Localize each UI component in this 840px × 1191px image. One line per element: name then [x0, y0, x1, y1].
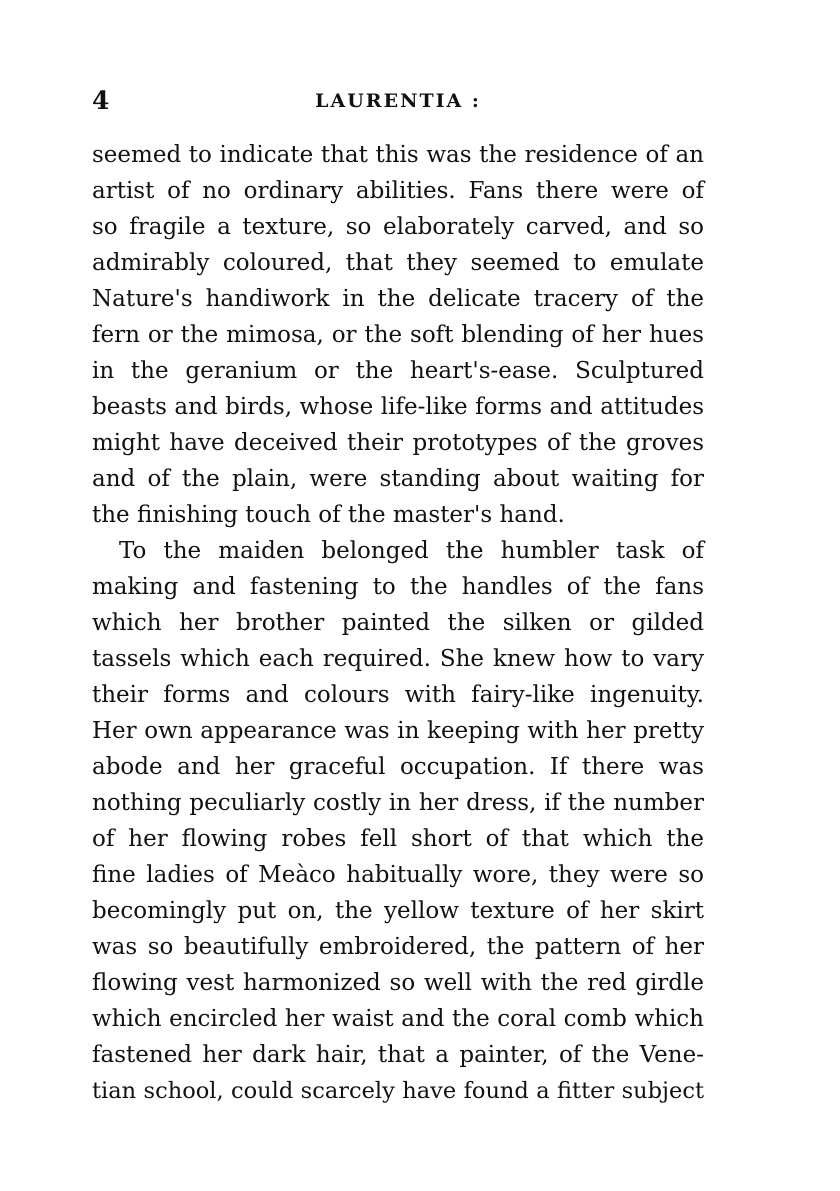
text-line: flowing vest harmonized so well with the red girdle — [92, 970, 704, 996]
text-line: so fragile a texture, so elaborately carved, and so — [92, 214, 704, 240]
page-header — [92, 86, 704, 116]
text-line: tassels which each required. She knew how to vary — [92, 646, 704, 672]
text-line: Nature's handiwork in the delicate tracery of the — [92, 286, 704, 312]
text-line: their forms and colours with fairy-like ingenuity. — [92, 682, 704, 708]
text-line: of her flowing robes fell short of that which the — [92, 826, 704, 852]
paragraph-start-line: To the maiden belonged the humbler task of — [119, 538, 704, 564]
text-line: and of the plain, were standing about waiting for — [92, 466, 704, 492]
text-line: making and fastening to the handles of the fans — [92, 574, 704, 600]
text-line: seemed to indicate that this was the residence of an — [92, 142, 704, 168]
text-line: which her brother painted the silken or gilded — [92, 610, 704, 636]
page-number: 4 — [92, 86, 110, 115]
text-line: fern or the mimosa, or the soft blending of her hues — [92, 322, 704, 348]
text-line: in the geranium or the heart's-ease. Sculptured — [92, 358, 704, 384]
text-line: beasts and birds, whose life-like forms and attitudes — [92, 394, 704, 420]
text-line: abode and her graceful occupation. If there was — [92, 754, 704, 780]
text-line: artist of no ordinary abilities. Fans there were of — [92, 178, 704, 204]
text-line: fastened her dark hair, that a painter, of the Vene- — [92, 1042, 704, 1068]
text-line: which encircled her waist and the coral comb which — [92, 1006, 704, 1032]
text-line: nothing peculiarly costly in her dress, if the number — [92, 790, 704, 816]
text-line: tian school, could scarcely have found a fitter subject — [92, 1078, 704, 1104]
paragraph-end-line: the finishing touch of the master's hand. — [92, 502, 565, 528]
text-line: admirably coloured, that they seemed to emulate — [92, 250, 704, 276]
text-line: Her own appearance was in keeping with her pretty — [92, 718, 704, 744]
body-text — [92, 137, 704, 1109]
text-line: might have deceived their prototypes of the groves — [92, 430, 704, 456]
running-title: LAURENTIA : — [315, 90, 481, 112]
text-line: becomingly put on, the yellow texture of her skirt — [92, 898, 704, 924]
text-line: fine ladies of Meàco habitually wore, they were so — [92, 862, 704, 888]
text-line: was so beautifully embroidered, the pattern of her — [92, 934, 704, 960]
